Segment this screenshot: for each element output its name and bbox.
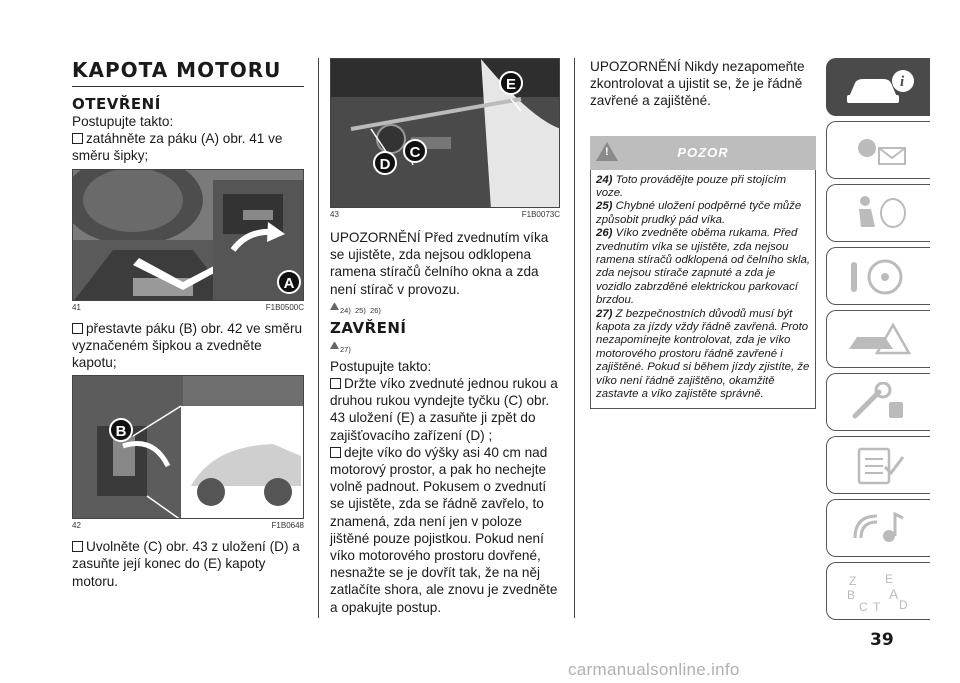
figure-caption: [72, 303, 304, 312]
caution-box: [590, 170, 816, 409]
index-letter: B: [847, 588, 856, 602]
svg-text:i: i: [900, 74, 905, 90]
caution-note: 27) Z bezpečnostních důvodů musí být kapota za jízdy vždy řádně zavřená. Proto nezapomínejte kontrolovat, zda je víko motorového prostoru řádně zavřené i zajištěné. Pokud si během jízdy zjistíte, že víko není řádně zajištěno, okamžitě zastavte a víko zajistěte správně.: [596, 307, 810, 401]
reference-number: 26): [370, 305, 381, 315]
tab-technical-data[interactable]: [826, 436, 930, 494]
steering-wheel-icon: [845, 256, 915, 298]
tab-emergency[interactable]: [826, 310, 930, 368]
column-divider: [318, 58, 319, 618]
seat-airbag-icon: [845, 193, 915, 235]
caution-label: POZOR: [677, 144, 729, 160]
tab-driving[interactable]: [826, 247, 930, 305]
figure-caption: [72, 521, 304, 530]
figure-41-lever: [72, 169, 304, 301]
tab-dashboard[interactable]: [826, 121, 930, 179]
page-number: 39: [870, 630, 894, 650]
index-letter: E: [885, 572, 894, 586]
caution-header: [590, 136, 816, 170]
warning-triangle-icon: [330, 302, 339, 310]
dashboard-warning-lights-icon: [845, 130, 915, 172]
subsection-title-closing: ZAVŘENÍ: [330, 318, 407, 337]
intro-text: Postupujte takto:: [330, 358, 432, 374]
wrench-maintenance-icon: [845, 382, 915, 424]
warning-triangle-icon: [330, 341, 339, 349]
callout-label-b: B: [109, 418, 133, 442]
step-release-rod: Uvolněte (C) obr. 43 z uložení (D) a zasuňte její konec do (E) kapoty motoru.: [72, 538, 304, 590]
index-letter: C: [859, 600, 868, 613]
step-hold-hood: Držte víko zvednuté jednou rukou a druhou rukou vyndejte tyčku (C) obr. 43 uložení (E) a zasuňte ji zpět do zajišťovacího zařízení (D) ;: [330, 375, 560, 444]
caution-note: 25) Chybné uložení podpěrné tyče může způsobit prudký pád víka.: [596, 200, 802, 226]
section-title: KAPOTA MOTORU: [72, 58, 304, 87]
step-lower-hood: dejte víko do výšky asi 40 cm nad motorový prostor, a pak ho nechejte volně padnout. Pokusem o zvednutí se ujistěte, zda se řádně zavřelo, to znamená, zda není jen v poloze jištěné pouze pojistkou. Pokud není víko motorového prostoru dovřené, nesnažte se je dovřít tak, že na něj zatlačíte shora, ale znovu je zvedněte a opakujte postup.: [330, 444, 560, 616]
car-info-icon: [845, 67, 915, 109]
alphabetical-index-icon: [845, 571, 915, 613]
step-move-lever: přestavte páku (B) obr. 42 ve směru vyznačeném šipkou a zvedněte kapotu;: [72, 320, 303, 371]
tab-car-info[interactable]: [826, 58, 930, 116]
column-left: [72, 58, 304, 590]
index-letter: Z: [849, 574, 857, 588]
index-letter: T: [873, 600, 881, 613]
emergency-triangle-icon: [845, 319, 915, 361]
caution-note: 24) Toto provádějte pouze při stojícím voze.: [596, 173, 787, 200]
callout-label-c: C: [403, 139, 427, 163]
step-pull-lever: zatáhněte za páku (A) obr. 41 ve směru šipky;: [72, 130, 304, 164]
multimedia-icon: [845, 508, 915, 550]
safety-references: [330, 341, 560, 354]
column-right: [590, 58, 820, 409]
callout-label-e: E: [499, 71, 523, 95]
tab-maintenance[interactable]: [826, 373, 930, 431]
dashboard-lever-illustration: [73, 170, 304, 301]
warning-text: UPOZORNĚNÍ Nikdy nezapomeňte zkontrolovat a ujistit se, že je řádně zavřené a zajištěné.: [590, 59, 805, 109]
figure-code: F1B0073C: [521, 210, 560, 219]
reference-number: 25): [355, 305, 366, 315]
hood-lever-illustration: [73, 376, 304, 519]
column-middle: [330, 58, 560, 616]
figure-number: 43: [330, 210, 339, 219]
index-letter: A: [889, 586, 899, 602]
index-letter: D: [899, 598, 908, 612]
watermark: carmanualsonline.info: [568, 660, 740, 679]
safety-references: [330, 302, 560, 315]
warning-text: UPOZORNĚNÍ Před zvednutím víka se ujistěte, zda nejsou odklopena ramena stíračů čelního okna a zda není stírač v provozu.: [330, 230, 549, 297]
figure-caption: [330, 210, 560, 219]
figure-number: 42: [72, 521, 81, 531]
figure-code: F1B0648: [271, 521, 304, 531]
callout-label-d: D: [373, 151, 397, 175]
checklist-icon: [845, 445, 915, 487]
tab-multimedia[interactable]: [826, 499, 930, 557]
tab-index[interactable]: [826, 562, 930, 620]
support-rod-illustration: [331, 59, 560, 208]
figure-43-support-rod: [330, 58, 560, 208]
callout-label-a: A: [277, 270, 301, 294]
intro-text: Postupujte takto:: [72, 114, 174, 129]
figure-42-hood-lever: [72, 375, 304, 519]
figure-code: F1B0500C: [265, 302, 304, 312]
subsection-title-opening: OTEVŘENÍ: [72, 95, 161, 113]
column-divider: [574, 58, 575, 618]
caution-note: 26) Víko zvedněte oběma rukama. Před zvednutím víka se ujistěte, zda nejsou ramena stíračů odklopená od čelního skla, zda nejsou stírače zapnuté a zda je vozidlo zabrzděné elektrickou parkovací brzdou.: [596, 227, 811, 307]
reference-number: 27): [340, 344, 351, 354]
chapter-tabs: [826, 58, 930, 625]
figure-number: 41: [72, 302, 81, 312]
reference-number: 24): [340, 305, 351, 315]
tab-safety[interactable]: [826, 184, 930, 242]
